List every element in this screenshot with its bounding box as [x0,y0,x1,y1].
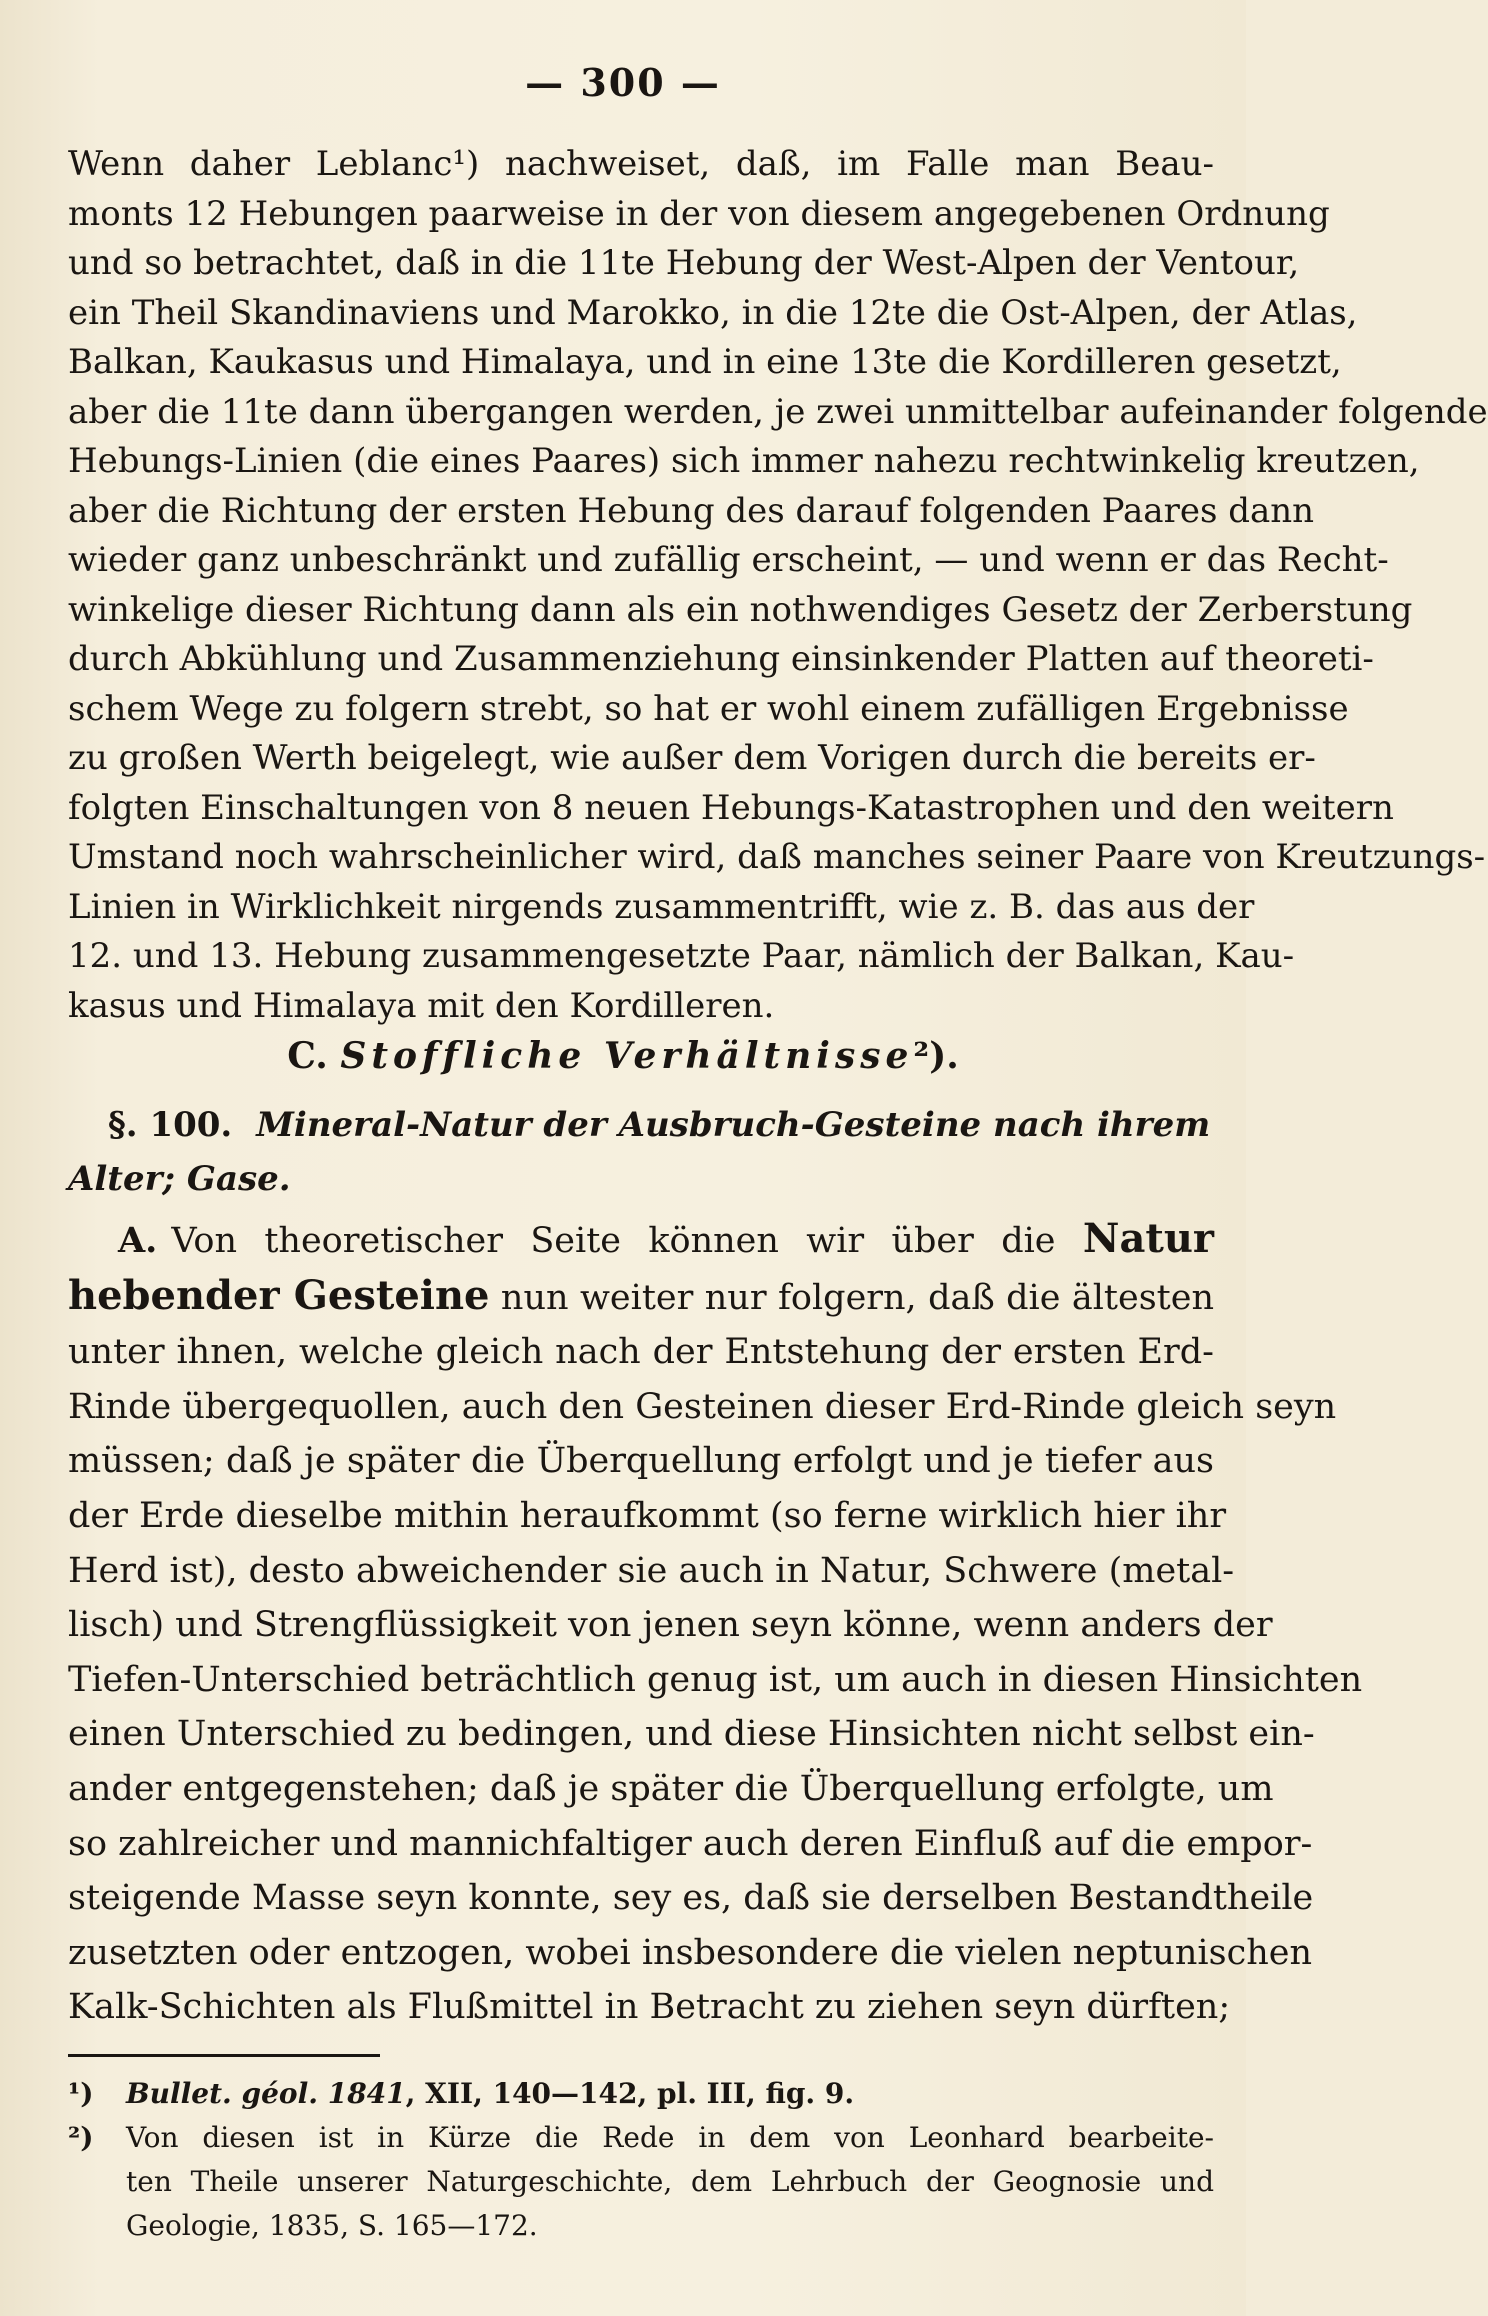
text-line: Wenn daher Leblanc¹) nachweiset, daß, im Falle man Beau- [68,144,1214,184]
text-line: folgten Einschaltungen von 8 neuen Hebungs-Katastrophen und den weitern [68,787,1394,828]
footnote-1-text [126,2072,1214,2116]
paragraph-1 [68,140,1488,1031]
text-line: aber die 11te dann übergangen werden, je zwei unmittelbar aufeinander folgende [68,391,1488,432]
footnote-line: Geologie, 1835, S. 165—172. [126,2209,538,2242]
emphasis-natur: Natur [1082,1215,1214,1262]
text-line [68,1212,1214,1269]
text-line: ander entgegenstehen; daß je später die Überquellung erfolgte, um [68,1768,1274,1809]
footnote-line: ten Theile unserer Naturgeschichte, dem Lehrbuch der Geognosie und [126,2165,1214,2198]
section-footnote-ref: ²). [913,1035,959,1077]
text-line: Umstand noch wahrscheinlicher wird, daß manches seiner Paare von Kreutzungs- [68,837,1486,877]
text-line: winkelige dieser Richtung dann als ein nothwendiges Gesetz der Zerberstung [68,589,1413,630]
paragraph-2-first-line: Von theoretischer Seite können wir über die [171,1221,1056,1261]
text-line: zusetzten oder entzogen, wobei insbesondere die vielen neptunischen [68,1932,1312,1973]
section-heading [0,1035,1246,1077]
paragraph-heading [68,1098,1214,1206]
text-line [68,1269,1214,1326]
text-line: aber die Richtung der ersten Hebung des darauf folgenden Paares dann [68,490,1315,531]
text-line: einen Unterschied zu bedingen, und diese Hinsichten nicht selbst ein- [68,1714,1315,1755]
text-line: Hebungs-Linien (die eines Paares) sich immer nahezu rechtwinkelig kreutzen, [68,441,1420,481]
footnote-1-ref: Bullet. géol. 1841 [126,2077,406,2110]
text-line: ein Theil Skandinaviens und Marokko, in die 12te die Ost-Alpen, der Atlas, [68,292,1358,333]
text-line: wieder ganz unbeschränkt und zufällig erscheint, — und wenn er das Recht- [68,540,1389,580]
paragraph-title-part-1: Mineral-Natur der Ausbruch-Gesteine nach ihrem [256,1105,1211,1145]
paragraph-2 [68,1212,1363,2035]
text-line: 12. und 13. Hebung zusammengesetzte Paar, nämlich der Balkan, Kau- [68,936,1295,976]
text-line: schem Wege zu folgern strebt, so hat er wohl einem zufälligen Ergebnisse [68,688,1349,729]
footnote-divider [68,2054,380,2057]
text-line: der Erde dieselbe mithin heraufkommt (so ferne wirklich hier ihr [68,1495,1227,1536]
text-line: zu großen Werth beigelegt, wie außer dem Vorigen durch die bereits er- [68,738,1316,778]
text-line: lisch) und Strengflüssigkeit von jenen seyn könne, wenn anders der [68,1605,1273,1646]
text-line: monts 12 Hebungen paarweise in der von diesem angegebenen Ordnung [68,193,1330,234]
text-line: steigende Masse seyn konnte, sey es, daß sie derselben Bestandtheile [68,1878,1314,1919]
text-line: so zahlreicher und mannichfaltiger auch deren Einfluß auf die empor- [68,1823,1313,1864]
paragraph-2-second-line: nun weiter nur folgern, daß die ältesten [500,1277,1214,1318]
paragraph-2-lead: A. [118,1220,158,1261]
text-line: Rinde übergequollen, auch den Gesteinen dieser Erd-Rinde gleich seyn [68,1386,1337,1427]
footnote-mark: ²) [68,2121,94,2154]
text-line: und so betrachtet, daß in die 11te Hebung der West-Alpen der Ventour, [68,243,1300,283]
emphasis-hebender-gesteine: hebender Gesteine [68,1271,490,1319]
text-line: Tiefen-Unterschied beträchtlich genug ist, um auch in diesen Hinsichten [68,1659,1363,1700]
text-line: Linien in Wirklichkeit nirgends zusammentrifft, wie z. B. das aus der [68,886,1255,927]
section-label: Stoffliche Verhältnisse [340,1035,914,1077]
text-line: durch Abkühlung und Zusammenziehung einsinkender Platten auf theoreti- [68,639,1374,679]
paragraph-2-text [68,1212,1363,2035]
footnote-line: Von diesen ist in Kürze die Rede in dem von Leonhard bearbeite- [126,2121,1214,2154]
text-line: müssen; daß je später die Überquellung erfolgt und je tiefer aus [68,1441,1214,1482]
text-line: unter ihnen, welche gleich nach der Entstehung der ersten Erd- [68,1332,1214,1373]
text-line: Herd ist), desto abweichender sie auch in Natur, Schwere (metal- [68,1550,1235,1591]
paragraph-1-text [68,140,1488,1031]
paragraph-heading-line-1 [68,1098,1214,1152]
footnote-1-rest: , XII, 140—142, pl. III, fig. 9. [405,2077,855,2110]
page-number: — 300 — [525,60,721,105]
text-line: kasus und Himalaya mit den Kordilleren. [68,985,775,1026]
footnotes [68,2072,1214,2248]
footnote-2-text [126,2116,1214,2248]
paragraph-number: §. 100. [108,1105,233,1145]
footnote-1 [68,2072,1214,2116]
paragraph-title-part-2: Alter; Gase. [68,1159,291,1199]
text-line: Kalk-Schichten als Flußmittel in Betracht zu ziehen seyn dürften; [68,1987,1231,2028]
footnote-2 [68,2116,1214,2248]
footnote-mark: ¹) [68,2077,94,2110]
section-prefix: C. [287,1035,328,1077]
text-line: Balkan, Kaukasus und Himalaya, und in eine 13te die Kordilleren gesetzt, [68,342,1342,382]
